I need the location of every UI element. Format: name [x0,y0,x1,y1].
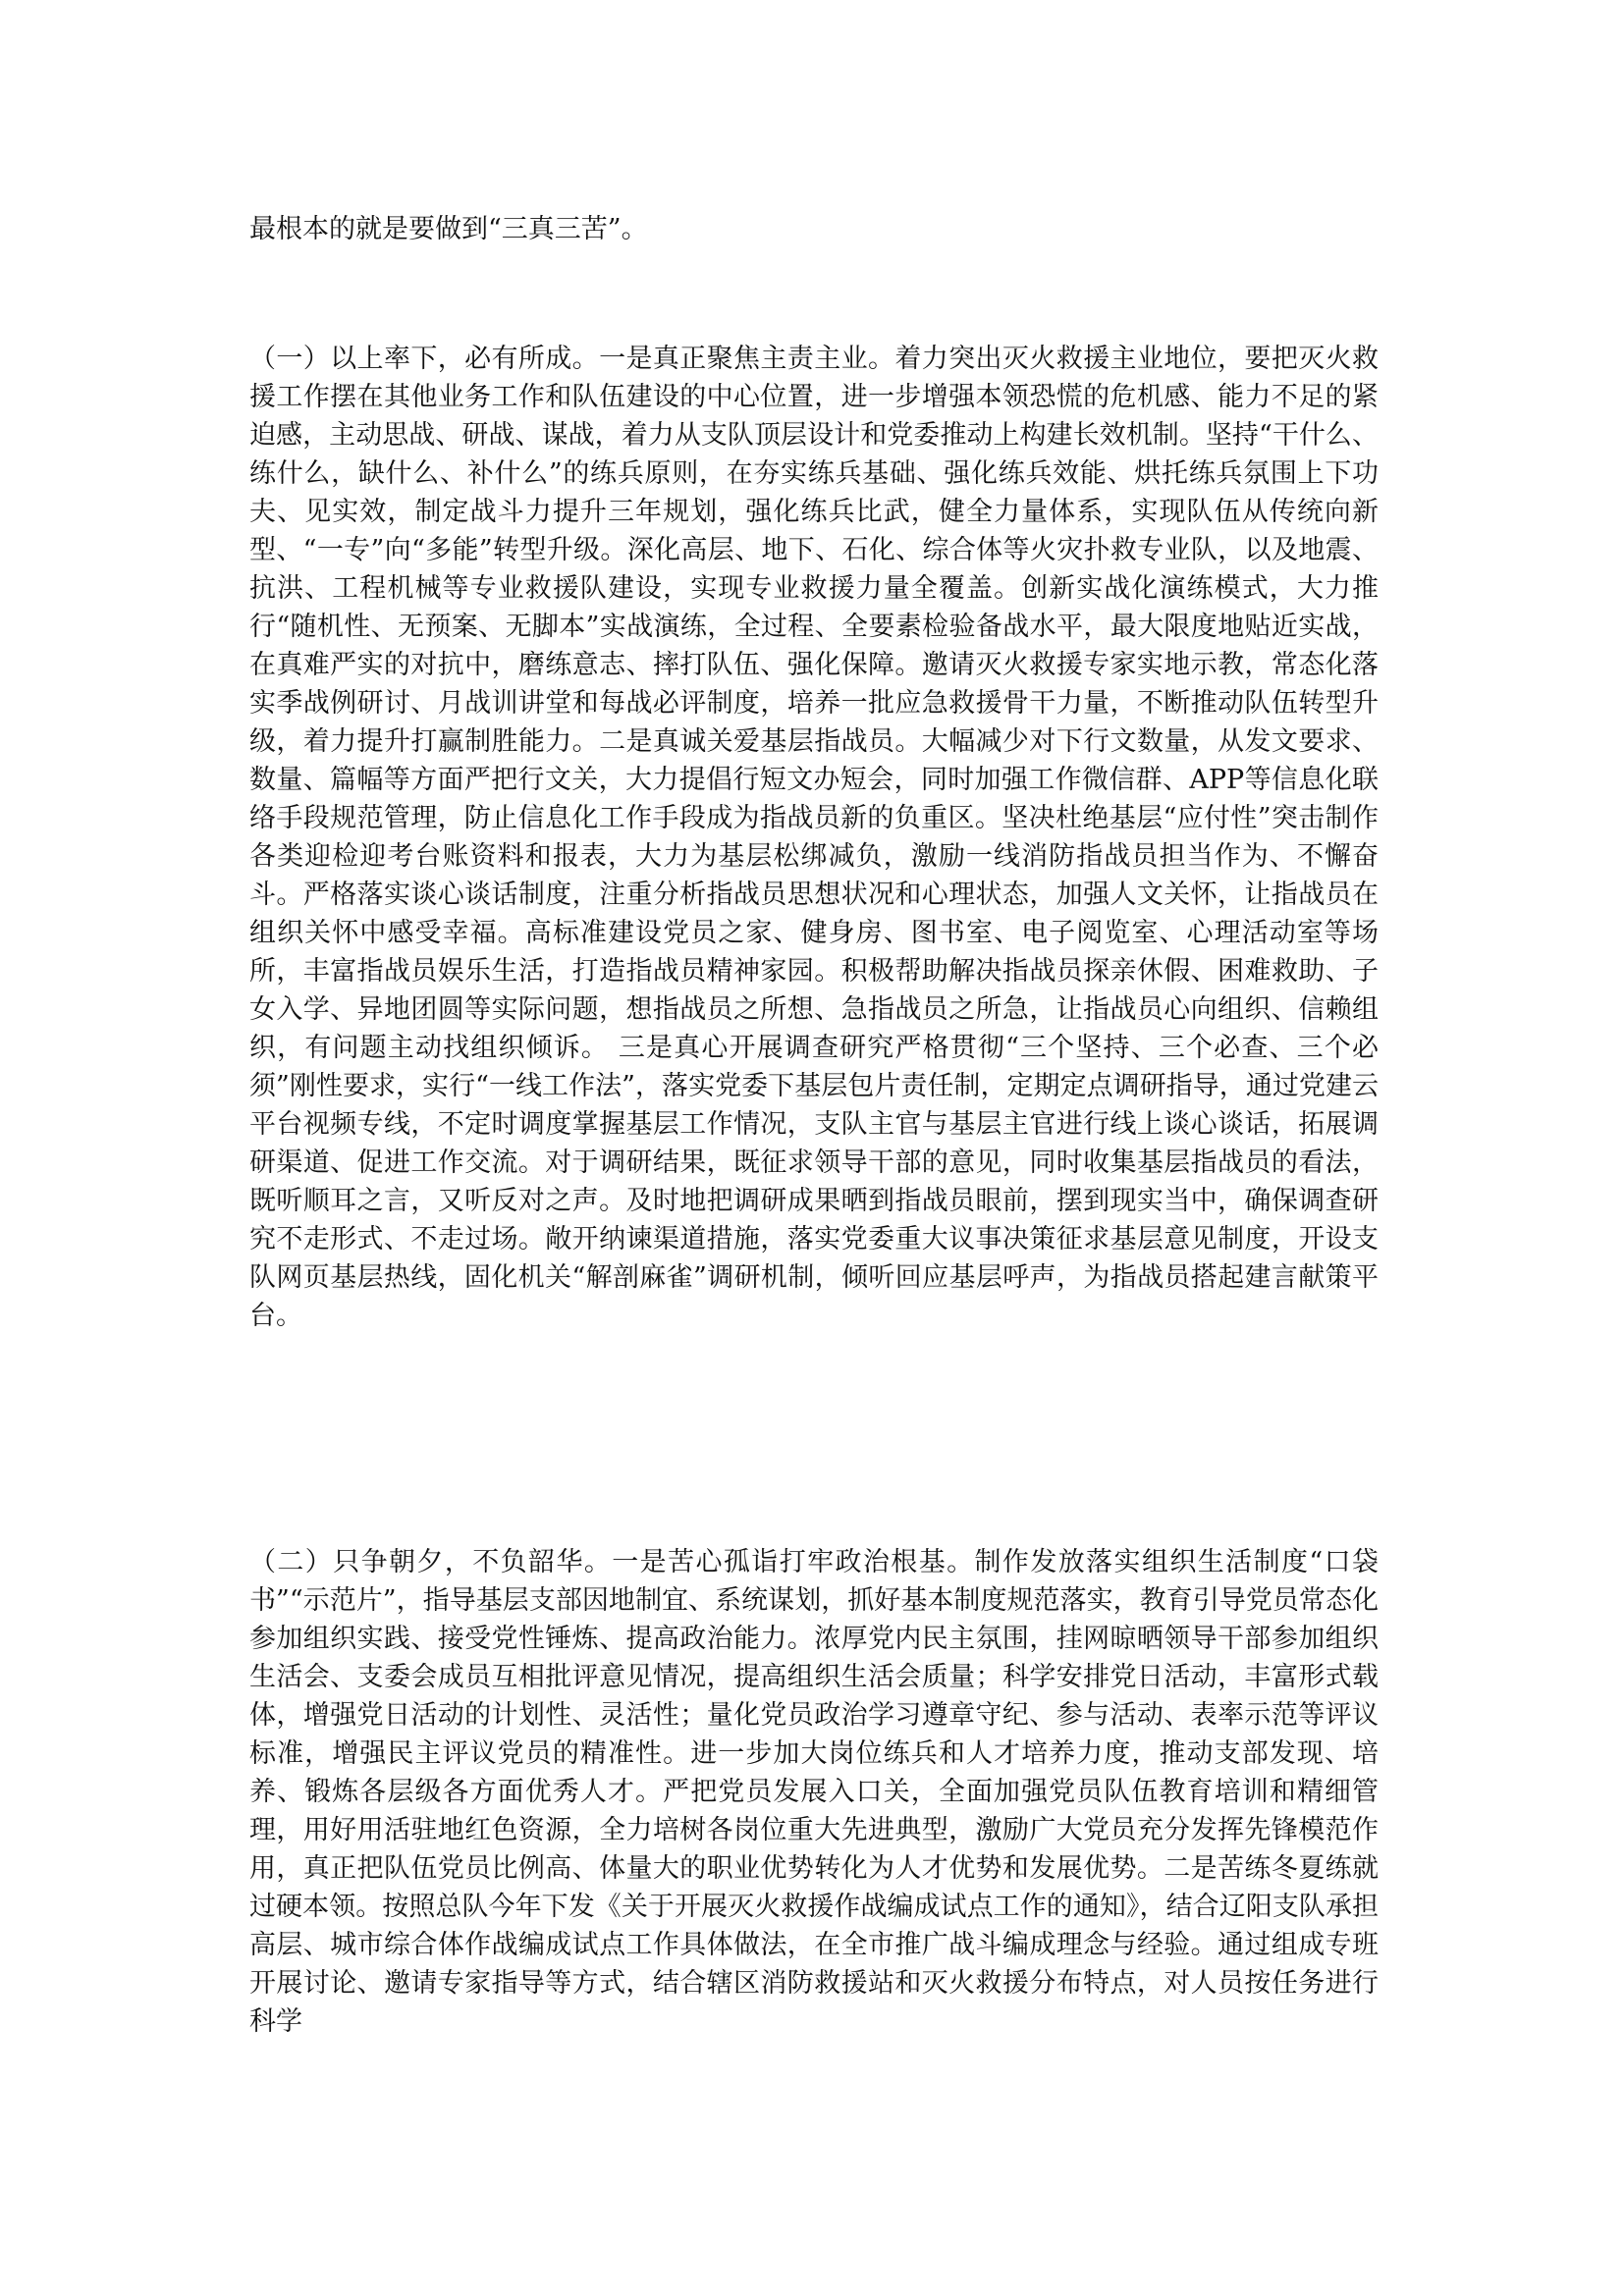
lead-line: 最根本的就是要做到“三真三苦”。 [249,214,648,244]
paragraph-section-two: （二）只争朝夕，不负韶华。一是苦心孤诣打牢政治根基。制作发放落实组织生活制度“口袋书”“示范片”，指导基层支部因地制宜、系统谋划，抓好基本制度规范落实，教育引导党员常态化参加组织实践、接受党性锤炼、提高政治能力。浓厚党内民主氛围，挂网晾晒领导干部参加组织生活会、支委会成员互相批评意见情况，提高组织生活会质量；科学安排党日活动，丰富形式载体，增强党日活动的计划性、灵活性；量化党员政治学习遵章守纪、参与活动、表率示范等评议标准，增强民主评议党员的精准性。进一步加大岗位练兵和人才培养力度，推动支部发现、培养、锻炼各层级各方面优秀人才。严把党员发展入口关，全面加强党员队伍教育培训和精细管理，用好用活驻地红色资源，全力培树各岗位重大先进典型，激励广大党员充分发挥先锋模范作用，真正把队伍党员比例高、体量大的职业优势转化为人才优势和发展优势。二是苦练冬夏练就过硬本领。按照总队今年下发《关于开展灭火救援作战编成试点工作的通知》，结合辽阳支队承担高层、城市综合体作战编成试点工作具体做法，在全市推广战斗编成理念与经验。通过组成专班开展讨论、邀请专家指导等方式，结合辖区消防救援站和灭火救援分布特点，对人员按任务进行科学 [249,1547,1379,2037]
paragraph-section-one: （一）以上率下，必有所成。一是真正聚焦主责主业。着力突出灭火救援主业地位，要把灭火救援工作摆在其他业务工作和队伍建设的中心位置，进一步增强本领恐慌的危机感、能力不足的紧迫感，主动思战、研战、谋战，着力从支队顶层设计和党委推动上构建长效机制。坚持“干什么、练什么，缺什么、补什么”的练兵原则，在夯实练兵基础、强化练兵效能、烘托练兵氛围上下功夫、见实效，制定战斗力提升三年规划，强化练兵比武，健全力量体系，实现队伍从传统向新型、“一专”向“多能”转型升级。深化高层、地下、石化、综合体等火灾扑救专业队，以及地震、抗洪、工程机械等专业救援队建设，实现专业救援力量全覆盖。创新实战化演练模式，大力推行“随机性、无预案、无脚本”实战演练，全过程、全要素检验备战水平，最大限度地贴近实战，在真难严实的对抗中，磨练意志、摔打队伍、强化保障。邀请灭火救援专家实地示教，常态化落实季战例研讨、月战训讲堂和每战必评制度，培养一批应急救援骨干力量，不断推动队伍转型升级，着力提升打赢制胜能力。二是真诚关爱基层指战员。大幅减少对下行文数量，从发文要求、数量、篇幅等方面严把行文关，大力提倡行短文办短会，同时加强工作微信群、APP等信息化联络手段规范管理，防止信息化工作手段成为指战员新的负重区。坚决杜绝基层“应付性”突击制作各类迎检迎考台账资料和报表，大力为基层松绑减负，激励一线消防指战员担当作为、不懈奋斗。严格落实谈心谈话制度，注重分析指战员思想状况和心理状态，加强人文关怀，让指战员在组织关怀中感受幸福。高标准建设党员之家、健身房、图书室、电子阅览室、心理活动室等场所，丰富指战员娱乐生活，打造指战员精神家园。积极帮助解决指战员探亲休假、困难救助、子女入学、异地团圆等实际问题，想指战员之所想、急指战员之所急，让指战员心向组织、信赖组织，有问题主动找组织倾诉。 三是真心开展调查研究严格贯彻“三个坚持、三个必查、三个必须”刚性要求，实行“一线工作法”，落实党委下基层包片责任制，定期定点调研指导，通过党建云平台视频专线，不定时调度掌握基层工作情况，支队主官与基层主官进行线上谈心谈话，拓展调研渠道、促进工作交流。对于调研结果，既征求领导干部的意见，同时收集基层指战员的看法，既听顺耳之言，又听反对之声。及时地把调研成果晒到指战员眼前，摆到现实当中，确保调查研究不走形式、不走过场。敞开纳谏渠道措施，落实党委重大议事决策征求基层意见制度，开设支队网页基层热线，固化机关“解剖麻雀”调研机制，倾听回应基层呼声，为指战员搭起建言献策平台。 [249,344,1379,1331]
